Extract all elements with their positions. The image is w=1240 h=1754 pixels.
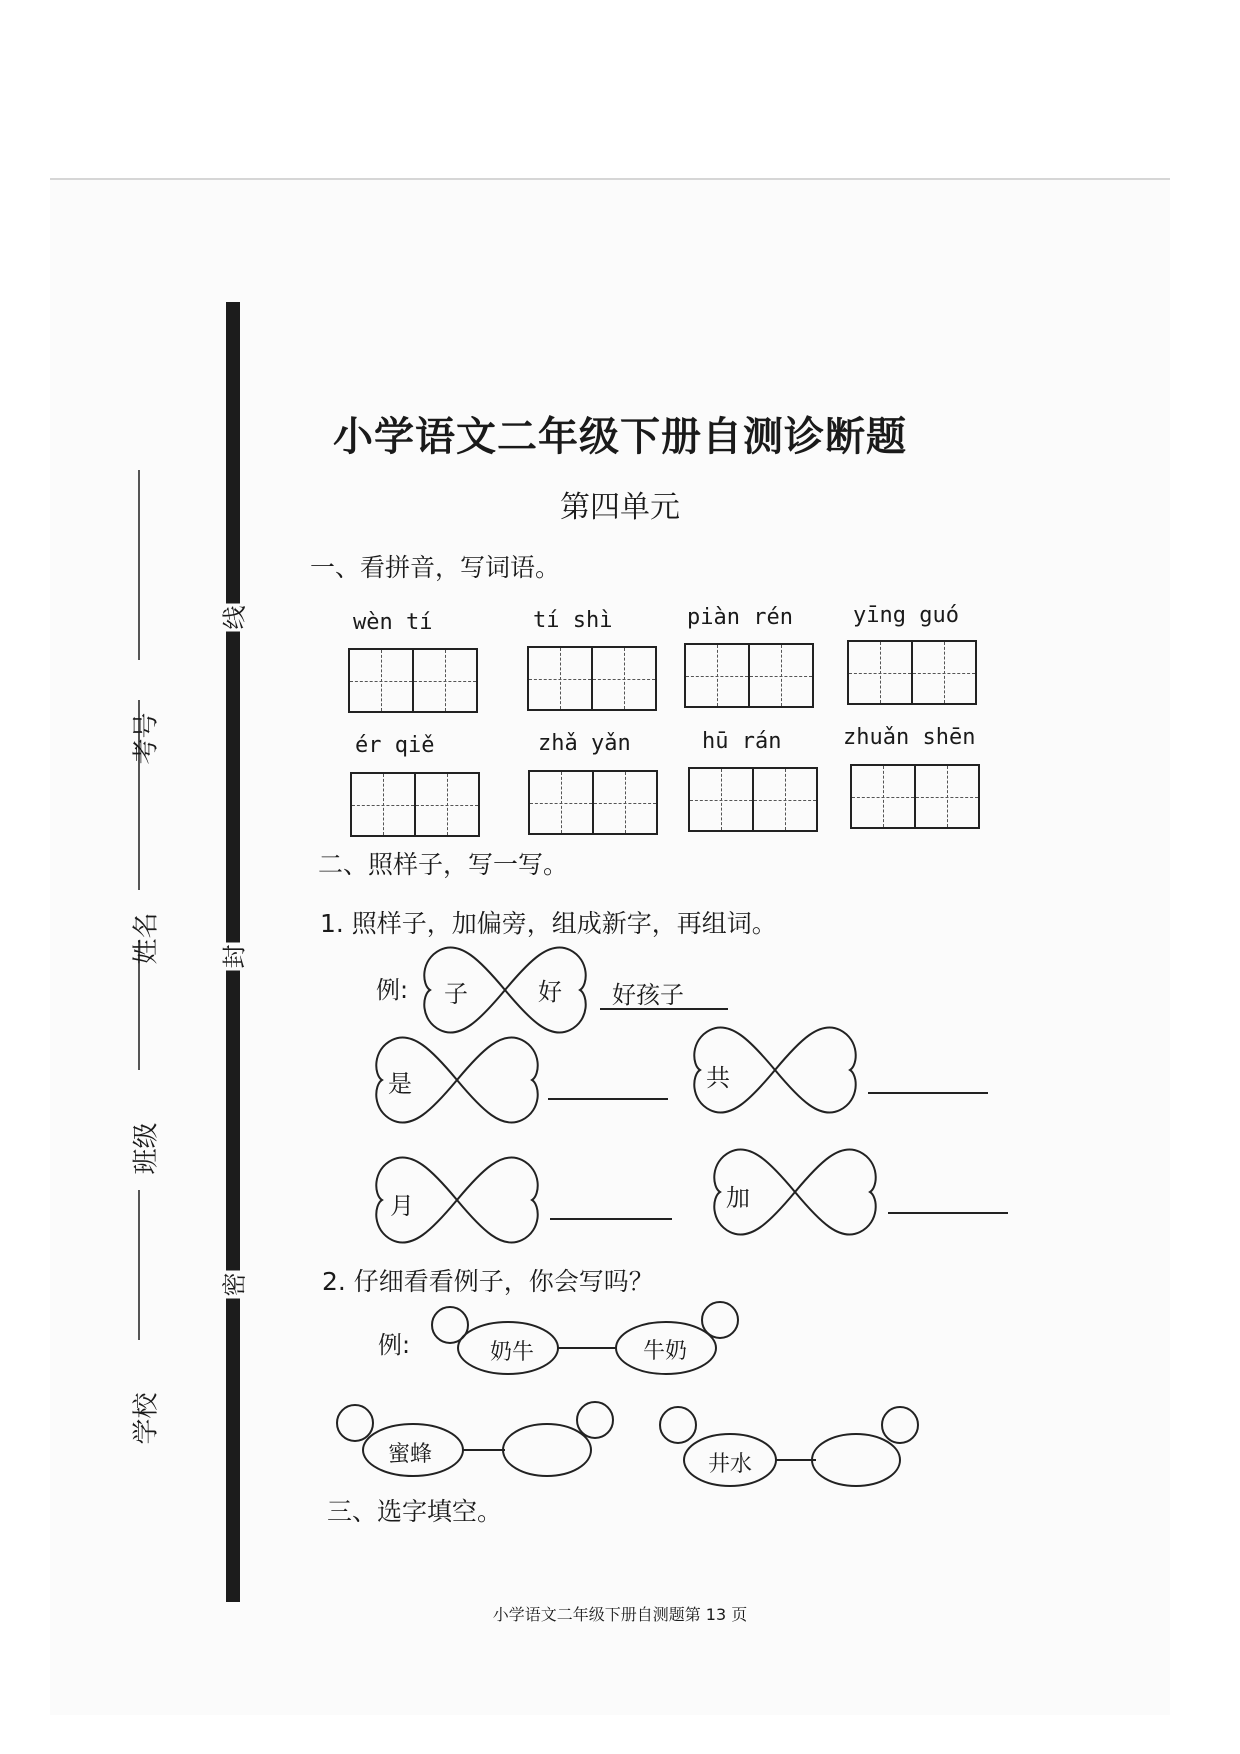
oval-right-word: 牛奶 — [643, 1339, 688, 1364]
exam-no-label: 考号 — [131, 712, 162, 765]
answer-line[interactable] — [548, 1098, 668, 1100]
pinyin-label: yīng guó — [853, 603, 959, 628]
writing-grid[interactable] — [350, 772, 480, 837]
oval-chain — [325, 1395, 625, 1485]
character-bow — [372, 1150, 542, 1250]
answer-line — [600, 1008, 728, 1010]
writing-grid[interactable] — [688, 767, 818, 832]
oval-left-word: 井水 — [708, 1452, 753, 1477]
field-line-school — [138, 1190, 140, 1340]
part1-heading: 1. 照样子，加偏旁，组成新字，再组词。 — [320, 909, 777, 938]
cartoon-head-icon — [337, 1405, 373, 1441]
seal-secret-char: 密 — [211, 1271, 254, 1299]
pinyin-label: ér qiě — [355, 733, 435, 758]
pinyin-label: zhǎ yǎn — [538, 731, 631, 756]
seal-seal-char: 封 — [211, 943, 254, 971]
answer-line[interactable] — [868, 1092, 988, 1094]
oval-left-word: 奶牛 — [490, 1340, 535, 1365]
pinyin-label: piàn rén — [687, 605, 793, 630]
part2-heading: 2. 仔细看看例子，你会写吗？ — [322, 1267, 654, 1296]
section3-heading: 三、选字填空。 — [327, 1497, 503, 1526]
seal-line-char: 线 — [211, 604, 254, 632]
writing-grid[interactable] — [348, 648, 478, 713]
bow-right-char: 好 — [538, 978, 562, 1006]
pinyin-label: wèn tí — [353, 610, 433, 635]
writing-grid[interactable] — [527, 646, 657, 711]
character-bow — [710, 1142, 880, 1242]
class-label: 班级 — [131, 1122, 162, 1175]
school-label: 学校 — [131, 1392, 162, 1445]
writing-grid[interactable] — [684, 643, 814, 708]
character-bow — [690, 1020, 860, 1120]
cartoon-head-icon — [882, 1407, 918, 1443]
example-label: 例: — [378, 1331, 411, 1359]
section2-heading: 二、照样子，写一写。 — [318, 850, 569, 879]
example-answer: 好孩子 — [612, 981, 684, 1009]
cartoon-head-icon — [577, 1402, 613, 1438]
unit-title: 第四单元 — [560, 490, 680, 525]
name-label: 姓名 — [131, 912, 162, 965]
oval-left-word: 蜜蜂 — [388, 1442, 433, 1467]
cartoon-head-icon — [660, 1407, 696, 1443]
example-oval-chain — [420, 1300, 770, 1390]
answer-line[interactable] — [888, 1212, 1008, 1214]
character-bow — [420, 940, 590, 1040]
writing-grid[interactable] — [528, 770, 658, 835]
writing-grid[interactable] — [847, 640, 977, 705]
bow-left-char: 子 — [444, 980, 468, 1008]
example-label: 例: — [376, 976, 409, 1004]
section1-heading: 一、看拼音，写词语。 — [310, 553, 561, 582]
bow-left-char: 加 — [726, 1184, 750, 1212]
page-footer: 小学语文二年级下册自测题第 13 页 — [492, 1605, 748, 1624]
pinyin-label: tí shì — [533, 608, 613, 633]
answer-line[interactable] — [550, 1218, 672, 1220]
cartoon-head-icon — [702, 1302, 738, 1338]
page-title: 小学语文二年级下册自测诊断题 — [333, 414, 907, 460]
character-bow — [372, 1030, 542, 1130]
oval-chain — [648, 1395, 948, 1495]
bow-left-char: 月 — [390, 1192, 414, 1220]
pinyin-label: hū rán — [702, 729, 782, 754]
pinyin-label: zhuǎn shēn — [843, 725, 976, 750]
bow-left-char: 是 — [388, 1070, 412, 1098]
writing-grid[interactable] — [850, 764, 980, 829]
bow-left-char: 共 — [706, 1064, 730, 1092]
